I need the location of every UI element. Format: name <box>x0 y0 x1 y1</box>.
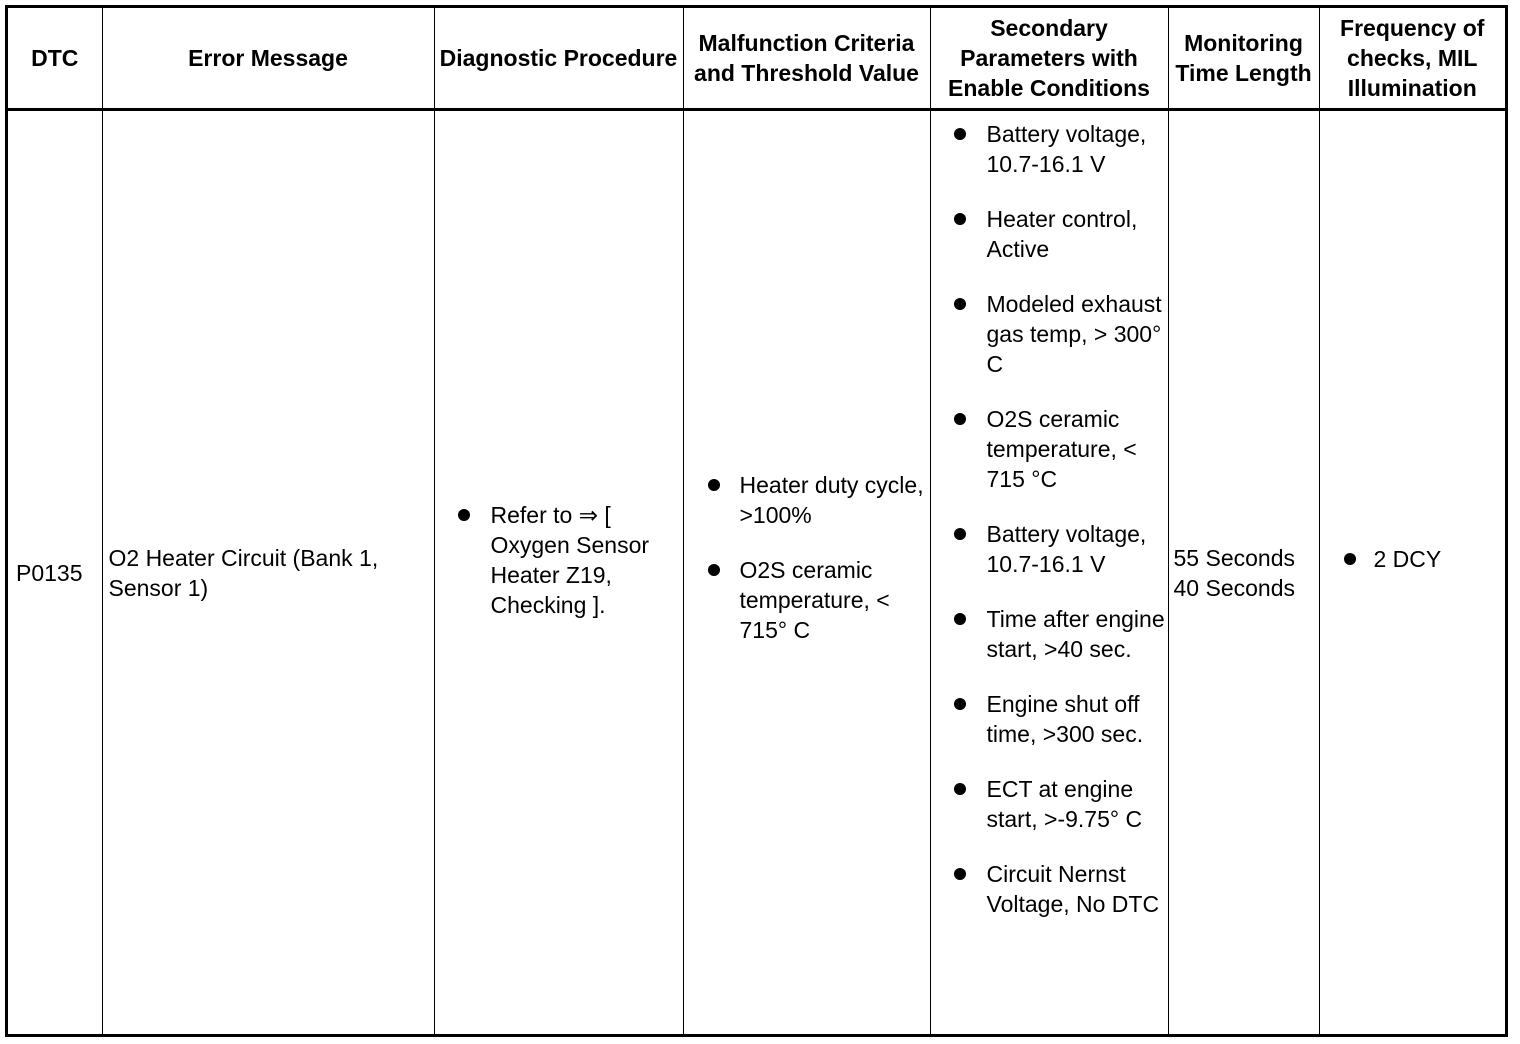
frequency-list <box>1320 544 1506 574</box>
list-item: Heater duty cycle, >100% <box>684 470 930 530</box>
cell-secondary-parameters <box>930 110 1168 1035</box>
list-item: Engine shut off time, >300 sec. <box>931 689 1168 749</box>
diagnostic-procedure-list <box>435 500 683 620</box>
secondary-parameters-list <box>931 119 1168 919</box>
list-item: Time after engine start, >40 sec. <box>931 604 1168 664</box>
cell-diagnostic-procedure <box>434 110 683 1035</box>
malfunction-criteria-list <box>684 470 930 645</box>
list-item: Heater control, Active <box>931 204 1168 264</box>
list-item: Circuit Nernst Voltage, No DTC <box>931 859 1168 919</box>
table-row <box>8 110 1505 1035</box>
cell-monitoring-time <box>1168 110 1319 1035</box>
header-malfunction-criteria: Malfunction Criteria and Threshold Value <box>683 8 930 110</box>
monitoring-time-value: 55 Seconds <box>1173 544 1295 571</box>
dtc-table <box>8 8 1505 1034</box>
header-secondary-parameters: Secondary Parameters with Enable Conditions <box>930 8 1168 110</box>
header-frequency: Frequency of checks, MIL Illumination <box>1319 8 1505 110</box>
cell-dtc: P0135 <box>8 110 102 1035</box>
dtc-table-container <box>5 5 1508 1037</box>
monitoring-time-value: 40 Seconds <box>1173 574 1295 601</box>
list-item: Refer to ⇒ [ Oxygen Sensor Heater Z19, Checking ]. <box>435 500 683 620</box>
list-item: Modeled exhaust gas temp, > 300° C <box>931 289 1168 379</box>
list-item: 2 DCY <box>1320 544 1506 574</box>
list-item: O2S ceramic temperature, < 715° C <box>684 555 930 645</box>
list-item: Battery voltage, 10.7-16.1 V <box>931 119 1168 179</box>
cell-frequency <box>1319 110 1505 1035</box>
header-monitoring-time: Monitoring Time Length <box>1168 8 1319 110</box>
list-item: ECT at engine start, >-9.75° C <box>931 774 1168 834</box>
header-dtc: DTC <box>8 8 102 110</box>
header-diagnostic-procedure: Diagnostic Procedure <box>434 8 683 110</box>
header-row <box>8 8 1505 110</box>
cell-error-message: O2 Heater Circuit (Bank 1, Sensor 1) <box>102 110 434 1035</box>
header-error-message: Error Message <box>102 8 434 110</box>
cell-malfunction-criteria <box>683 110 930 1035</box>
list-item: Battery voltage, 10.7-16.1 V <box>931 519 1168 579</box>
list-item: O2S ceramic temperature, < 715 °C <box>931 404 1168 494</box>
